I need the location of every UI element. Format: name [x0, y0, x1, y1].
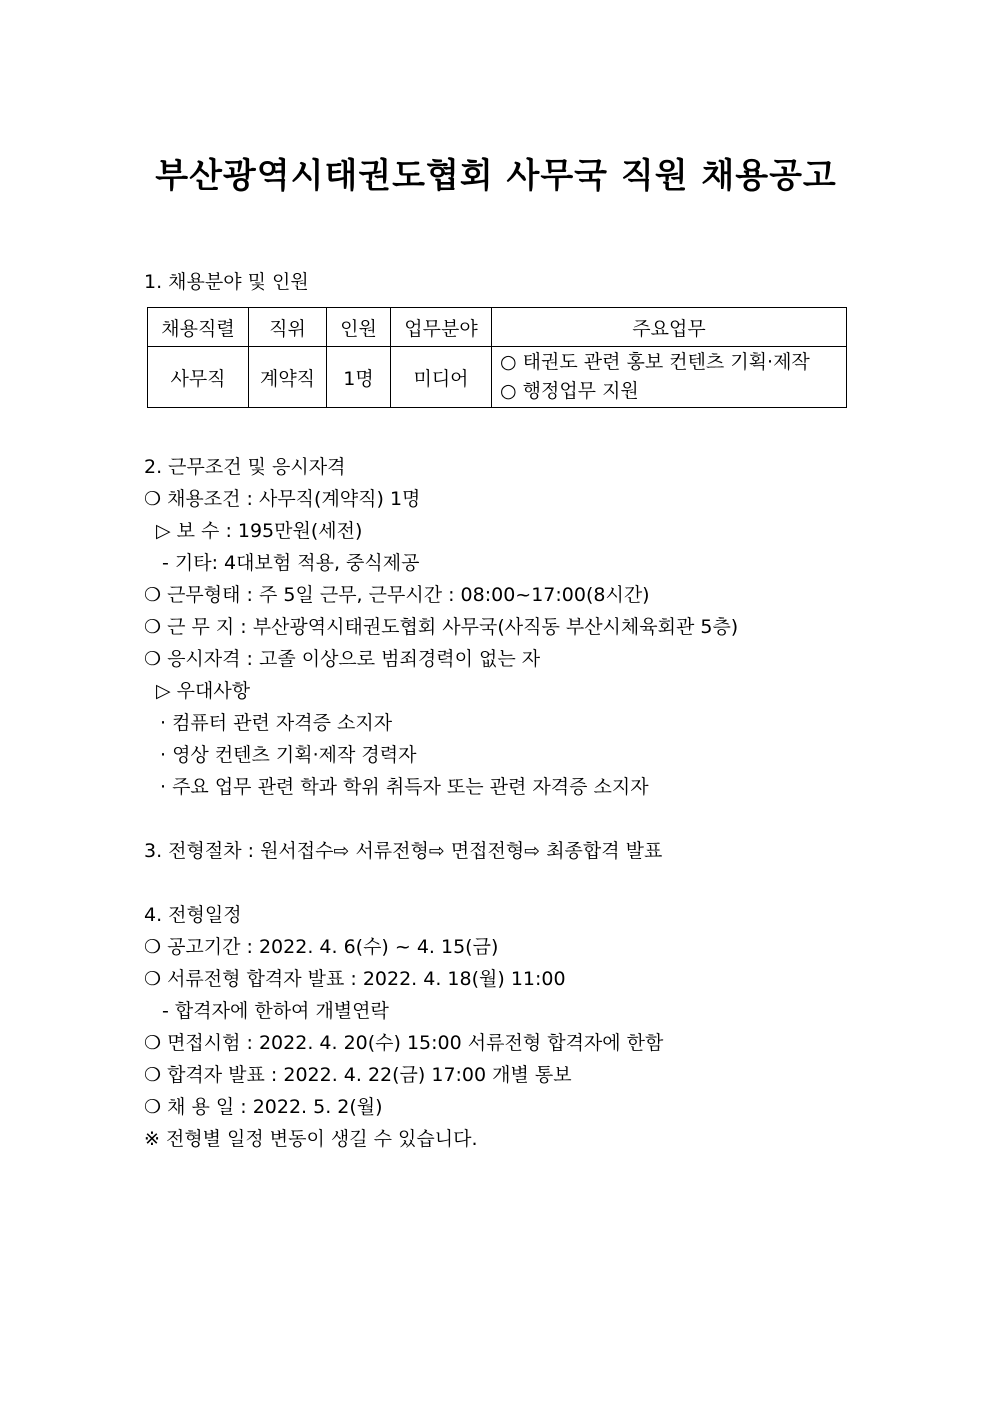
condition-line: ❍ 채용조건 : 사무직(계약직) 1명 — [144, 488, 421, 510]
preference-heading: ▷ 우대사항 — [156, 680, 251, 702]
preference-item: · 영상 컨텐츠 기획·제작 경력자 — [160, 744, 417, 766]
duty-item: ○ 태권도 관련 홍보 컨텐츠 기획·제작 — [500, 351, 810, 373]
schedule-line: ❍ 공고기간 : 2022. 4. 6(수) ~ 4. 15(금) — [144, 936, 499, 958]
recruitment-table — [147, 307, 847, 408]
cell-headcount: 1명 — [327, 347, 391, 408]
cell-position: 계약직 — [249, 347, 327, 408]
salary-line: ▷ 보 수 : 195만원(세전) — [156, 520, 363, 542]
schedule-notice: ※ 전형별 일정 변동이 생길 수 있습니다. — [144, 1128, 478, 1150]
qualification-line: ❍ 응시자격 : 고졸 이상으로 범죄경력이 없는 자 — [144, 648, 541, 670]
duty-item: ○ 행정업무 지원 — [500, 380, 639, 402]
schedule-line: ❍ 서류전형 합격자 발표 : 2022. 4. 18(월) 11:00 — [144, 968, 566, 990]
work-type-line: ❍ 근무형태 : 주 5일 근무, 근무시간 : 08:00~17:00(8시간) — [144, 584, 650, 606]
schedule-note: - 합격자에 한하여 개별연락 — [162, 1000, 389, 1022]
section4-heading: 4. 전형일정 — [144, 904, 242, 926]
header-headcount: 인원 — [327, 308, 391, 347]
section2-heading: 2. 근무조건 및 응시자격 — [144, 456, 346, 478]
preference-item: · 주요 업무 관련 학과 학위 취득자 또는 관련 자격증 소지자 — [160, 776, 649, 798]
benefits-line: - 기타: 4대보험 적용, 중식제공 — [162, 552, 420, 574]
header-position: 직위 — [249, 308, 327, 347]
schedule-line: ❍ 채 용 일 : 2022. 5. 2(월) — [144, 1096, 383, 1118]
preference-item: · 컴퓨터 관련 자격증 소지자 — [160, 712, 393, 734]
work-place-line: ❍ 근 무 지 : 부산광역시태권도협회 사무국(사직동 부산시체육회관 5층) — [144, 616, 739, 638]
header-duties: 주요업무 — [492, 308, 847, 347]
cell-category: 사무직 — [148, 347, 249, 408]
table-row — [148, 347, 847, 408]
header-category: 채용직렬 — [148, 308, 249, 347]
cell-field: 미디어 — [391, 347, 492, 408]
cell-duties — [492, 347, 847, 408]
page-title: 부산광역시태권도협회 사무국 직원 채용공고 — [155, 156, 837, 196]
schedule-line: ❍ 합격자 발표 : 2022. 4. 22(금) 17:00 개별 통보 — [144, 1064, 572, 1086]
section3-line: 3. 전형절차 : 원서접수⇨ 서류전형⇨ 면접전형⇨ 최종합격 발표 — [144, 840, 663, 862]
table-header-row — [148, 308, 847, 347]
header-field: 업무분야 — [391, 308, 492, 347]
section1-heading: 1. 채용분야 및 인원 — [144, 271, 309, 293]
schedule-line: ❍ 면접시험 : 2022. 4. 20(수) 15:00 서류전형 합격자에 한함 — [144, 1032, 664, 1054]
